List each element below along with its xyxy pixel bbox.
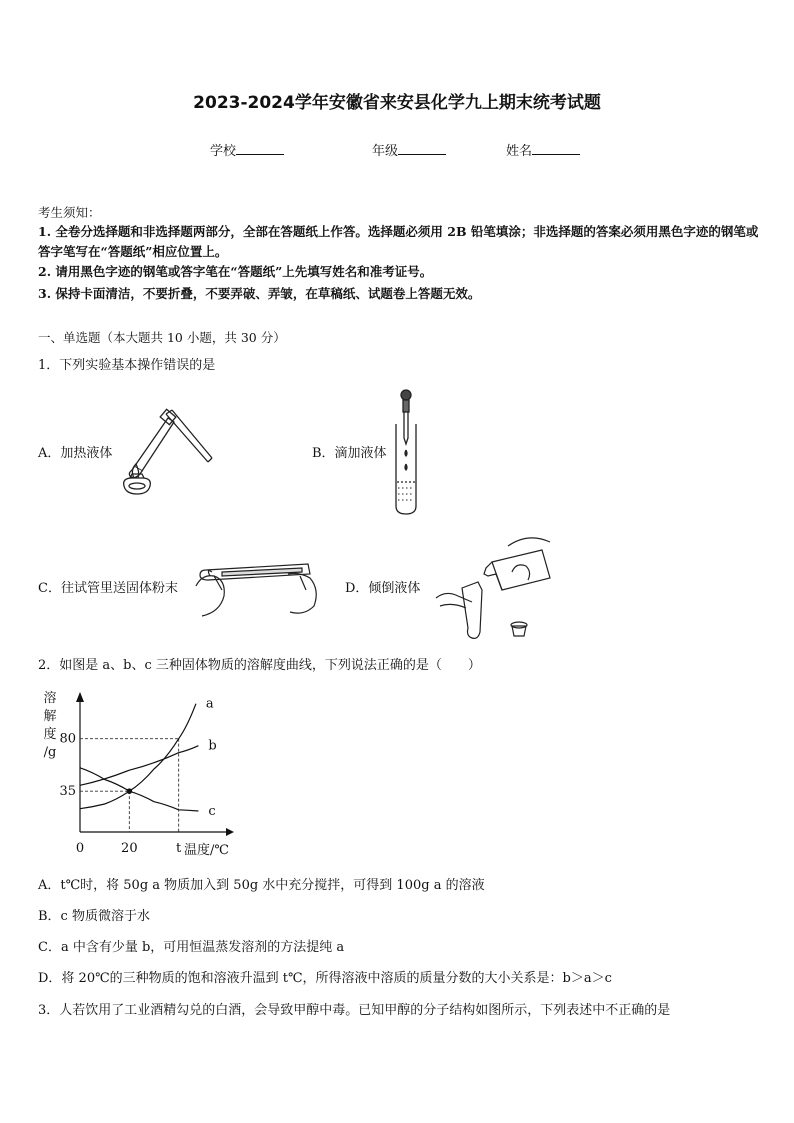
note-3: 3. 保持卡面清洁，不要折叠，不要弄破、弄皱，在草稿纸、试题卷上答题无效。 [38, 286, 481, 301]
q1-option-c[interactable]: C．往试管里送固体粉末 [38, 581, 178, 596]
notes-heading: 考生须知： [38, 205, 101, 220]
powder-feeding-illustration [192, 556, 322, 620]
series-b-label: b [208, 738, 217, 754]
name-label: 姓名 [506, 144, 533, 159]
y-tick-label: 35 [59, 784, 76, 800]
y-axis-label-char: 溶 [43, 691, 57, 706]
section-title: 一、单选题（本大题共 10 小题，共 30 分） [38, 330, 286, 345]
grade-label: 年级 [372, 144, 399, 159]
x-tick-label: 20 [121, 841, 138, 856]
y-axis-label-char: 解 [43, 709, 57, 724]
q2-option-a[interactable]: A．t℃时，将 50g a 物质加入到 50g 水中充分搅拌，可得到 100g a 的溶液 [38, 878, 485, 893]
page-title: 2023-2024学年安徽省来安县化学九上期末统考试题 [193, 93, 601, 113]
school-field [210, 140, 284, 159]
origin-label: 0 [75, 841, 85, 856]
school-label: 学校 [210, 144, 237, 159]
q1-option-b[interactable]: B．滴加液体 [312, 446, 387, 461]
grade-field [372, 140, 446, 159]
q2-stem: 2．如图是 a、b、c 三种固体物质的溶解度曲线，下列说法正确的是（ ） [38, 658, 481, 673]
y-axis-label-char: /g [43, 745, 57, 760]
heating-liquid-illustration [110, 400, 214, 496]
y-tick-label: 80 [59, 731, 76, 747]
intersection-point [127, 788, 133, 794]
q1-option-d[interactable]: D．倾倒液体 [345, 581, 421, 596]
q2-option-d[interactable]: D．将 20℃的三种物质的饱和溶液升温到 t℃，所得溶液中溶质的质量分数的大小关系是：b＞a＞c [38, 971, 612, 986]
q1-option-a[interactable]: A．加热液体 [38, 446, 113, 461]
school-blank[interactable] [236, 142, 284, 155]
series-b-curve [80, 746, 198, 786]
q3-stem: 3．人若饮用了工业酒精勾兑的白酒，会导致甲醇中毒。已知甲醇的分子结构如图所示，下列表述中不正确的是 [38, 1003, 671, 1018]
solubility-chart [38, 684, 250, 860]
q2-option-c[interactable]: C．a 中含有少量 b，可用恒温蒸发溶剂的方法提纯 a [38, 940, 345, 955]
grade-blank[interactable] [398, 142, 446, 155]
y-axis-label-char: 度 [43, 727, 57, 742]
pouring-liquid-illustration [432, 532, 556, 644]
name-field [506, 140, 580, 159]
x-tick-label: t [176, 841, 182, 856]
q2-option-b[interactable]: B．c 物质微溶于水 [38, 909, 150, 924]
series-c-label: c [208, 804, 216, 819]
y-axis-arrow [76, 692, 84, 702]
series-a-label: a [205, 696, 214, 712]
dropping-liquid-illustration [390, 388, 422, 516]
x-axis-label: 温度/℃ [184, 843, 229, 858]
q1-stem: 1．下列实验基本操作错误的是 [38, 358, 216, 373]
x-axis-arrow [226, 828, 234, 836]
note-1: 1. 全卷分选择题和非选择题两部分，全部在答题纸上作答。选择题必须用 2B 铅笔填涂；非选择题的答案必须用黑色字迹的钢笔或答字笔写在“答题纸”相应位置上。 [38, 224, 759, 259]
name-blank[interactable] [532, 142, 580, 155]
note-2: 2. 请用黑色字迹的钢笔或答字笔在“答题纸”上先填写姓名和准考证号。 [38, 264, 433, 279]
series-c-curve [80, 768, 198, 811]
